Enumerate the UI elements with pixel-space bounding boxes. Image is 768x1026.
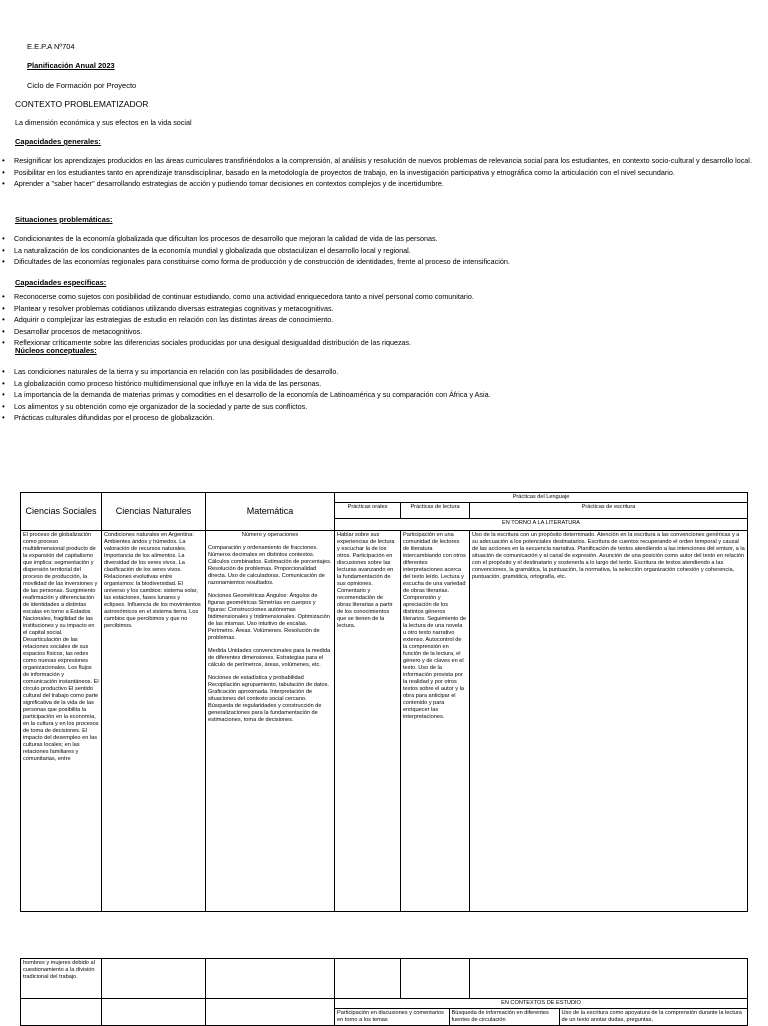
list-item: • Prácticas culturales difundidas por el proceso de globalización. [0,412,760,424]
contextos-inner [335,999,747,1025]
cell-matematica [206,531,335,912]
cell-empty [102,959,206,999]
list-item: • Plantear y resolver problemas cotidianos utilizando diversas estrategias cognitivas y metacognitivas. [0,303,760,315]
cell-empty [470,959,748,999]
capacidades-generales-list [0,155,760,190]
list-item: • Posibilitar en los estudiantes tanto en aprendizaje transdisciplinar, basado en la metodología de proyectos de trabajo, en la investigación participativa y etnográfica como la articulación con el nivel secundario. [0,167,760,179]
cycle-label: Ciclo de Formación por Proyecto [27,81,137,90]
cell-orales: Hablar sobre sus experiencias de lectura y escuchar la de los otros. Participación en discusiones sobre las lecturas avanzando en la fundamentación de sus opiniones. Comentario y recomendación de obras literarias a partir de los conocimientos que se tienen de la lectura. [335,531,401,912]
contextos-block [335,999,748,1026]
capacidades-especificas-title: Capacidades específicas: [15,278,107,287]
curriculum-table [20,492,748,912]
cell-empty [335,959,401,999]
situaciones-title: Situaciones problemáticas: [15,215,113,224]
cell-naturales: Condiciones naturales en Argentina: Ambientes áridos y húmedos. La valoración de recursos naturales. Importancia de los alimentos. La diversidad de los seres vivos. La clasificación de los seres vivos. Relaciones evolutivas entre organismos: la biodiversidad. El universo y los cambios: sistema solar, las estaciones, fases lunares y eclipses. Influencia de los movimientos astronómicos en el sistema tierra. Los cambios que percibimos y que no percibimos. [102,531,206,912]
header-escritura: Prácticas de escritura [470,503,748,519]
school-name: E.E.P.A Nº704 [27,42,75,51]
math-block: Nociones Geométricas Ángulos: Ángulos de figuras geométricas Simetrías en cuerpos y figuras: Construcciones autónomas bidimensionales y tridimensionales. Optimización de las mismas. Uso intuitivo de escalas. Perímetro. Áreas. Volúmenes. Resolución de problemas. [208,593,330,641]
list-item: • La importancia de la demanda de materias primas y comodities en el desarrollo de la economía de Latinoamérica y su comparación con África y Asia. [0,389,760,401]
list-item: • Dificultades de las economías regionales para constituirse como forma de producción y de construcción de identidades, frente al proceso de intensificación. [0,256,760,268]
header-orales: Prácticas orales [335,503,401,519]
list-item: • La globalización como proceso histórico multidimensional que influye en la vida de las personas. [0,378,760,390]
context-title: CONTEXTO PROBLEMATIZADOR [15,99,149,109]
list-item: • Los alimentos y su obtención como eje organizador de la sociedad y parte de sus conflictos. [0,401,760,413]
situaciones-list [0,233,760,268]
cell-sociales-cont: hombres y mujeres debido al cuestionamiento a la división tradicional del trabajo. [21,959,102,999]
cell-sociales: El proceso de globalización como proceso multidimensional producto de la expansión del capitalismo que implica: segmentación y dispersión territorial del proceso de producción, la movilidad de las inversiones y de las personas. Surgimiento reafirmación y diferenciación de identidades a distintas escalas en torno a Estados Nacionales, fragilidad de las instituciones y su impacto en el capital social. Desarticulación de las relaciones sociales de sus espacios físicos, las redes como nuevas expresiones organizacionales. Los flujos de información y comunicación instantáneos. El círculo productivo El sentido cultural del trabajo como parte significativa de la vida de las personas que posibilita la participación en la economía, en la cultura y en los procesos de toma de decisiones. El impacto del desempleo en las culturas locales; en las relaciones familiares y comunitarias, entre [21,531,102,912]
cell-orales-cont: Participación en discusiones y comentarios en torno a los temas [335,1009,449,1026]
header-sociales: Ciencias Sociales [21,493,102,531]
cell-lectura: Participación en una comunidad de lectores de literatura intercambiando con otros diferentes interpretaciones acerca del texto leído. Lectura y escucha de una variedad de obras literarias. Comprensión y apreciación de los distintos géneros literarios. Seguimiento de la lectura de una novela u otro texto narrativo extenso. Autocontrol de la comprensión en función de la lectura, el género y de claves en el texto. Uso de la información provista por la realidad y por otros textos sobre el autor y la obra para anticipar el contenido y para enriquecer las interpretaciones. [401,531,470,912]
list-item: • Adquirir o complejizar las estrategias de estudio en relación con las distintas áreas de conocimiento. [0,314,760,326]
math-block: Medida Unidades convencionales para la medida de diferentes dimensiones. Estrategias para el cálculo de perímetros, áreas, volúmenes, etc. [208,648,331,668]
nucleos-list [0,366,760,424]
header-entorno: EN TORNO A LA LITERATURA [335,519,748,531]
list-item: • Reflexionar críticamente sobre las diferencias sociales producidas por una desigual desigualdad distribución de las riquezas. [0,337,760,349]
plan-title: Planificación Anual 2023 [27,61,115,70]
list-item: • Aprender a "saber hacer" desarrollando estrategias de acción y pudiendo tomar decisiones en contextos complejos y de incertidumbre. [0,178,760,190]
cell-empty [206,999,335,1026]
math-subtitle: Número y operaciones [241,532,299,538]
cell-empty [21,999,102,1026]
header-lectura: Prácticas de lectura [401,503,470,519]
header-contextos: EN CONTEXTOS DE ESTUDIO [335,999,747,1009]
capacidades-especificas-list [0,291,760,349]
capacidades-generales-title: Capacidades generales: [15,137,101,146]
list-item: • Condicionantes de la economía globalizada que dificultan los procesos de desarrollo que mejoran la calidad de vida de las personas. [0,233,760,245]
header-naturales: Ciencias Naturales [102,493,206,531]
cell-escritura: Uso de la escritura con un propósito determinado. Atención en la escritura a las convenciones genéricas y a su adecuación a los potenciales destinatarios. Escritura de cuentos recuperando el orden temporal y causal de las acciones en la secuencia narrativa. Planificación de textos atendiendo a las intenciones del emisor, a la situación de comunicación y al canal de expresión. Asunción de una posición como autor del texto en relación con el propósito y el destinatario y sostenerla a lo largo del texto. Escritura de textos atendiendo a las convenciones, la gramática, la puntuación, la normativa, la selección organización cohesión y coherencia, puntuación, gramática, ortografía, etc. [470,531,748,912]
cell-empty [206,959,335,999]
list-item: • Desarrollar procesos de metacognitivos. [0,326,760,338]
nucleos-title: Núcleos conceptuales: [15,346,97,355]
header-lenguaje: Prácticas del Lenguaje [335,493,748,503]
list-item: • Reconocerse como sujetos con posibilidad de continuar estudiando, como una actividad enriquecedora tanto a nivel personal como comunitario. [0,291,760,303]
list-item: • La naturalización de los condicionantes de la economía mundial y globalizada que obstaculizan el desarrollo local y regional. [0,245,760,257]
cell-empty [401,959,470,999]
context-text: La dimensión económica y sus efectos en la vida social [15,118,192,127]
cell-lectura-cont: Búsqueda de información en diferentes fuentes de circulación [449,1009,559,1026]
cell-escritura-cont: Uso de la escritura como apoyatura de la comprensión durante la lectura de un texto anotar dudas, preguntas, [561,1010,742,1023]
curriculum-table-continued [20,958,748,1026]
math-block: Comparación y ordenamiento de fracciones. Números decimales en distintos contextos. Cálculos combinados. Estimación de porcentajes. Resolución de problemas. Proporcionalidad directa. Uso de calculadoras. Comunicación de razonamientos resultados. [208,545,332,586]
cell-empty [102,999,206,1026]
header-matematica: Matemática [206,493,335,531]
math-block: Nociones de estadística y probabilidad Recopilación agrupamiento, tabulación de datos. Graficación aproximada. Interpretación de situaciones del contexto social cercano. Búsqueda de regularidades y construcción de generalizaciones para la fundamentación de estimaciones, toma de decisiones. [208,675,329,723]
list-item: • Resignificar los aprendizajes producidos en las áreas curriculares transfiriéndolos a la comprensión, al análisis y resolución de nuevos problemas de relevancia social para los estudiantes, en contexto socio-cultural y desarrollo local. [0,155,760,167]
list-item: • Las condiciones naturales de la tierra y su importancia en relación con las posibilidades de desarrollo. [0,366,760,378]
